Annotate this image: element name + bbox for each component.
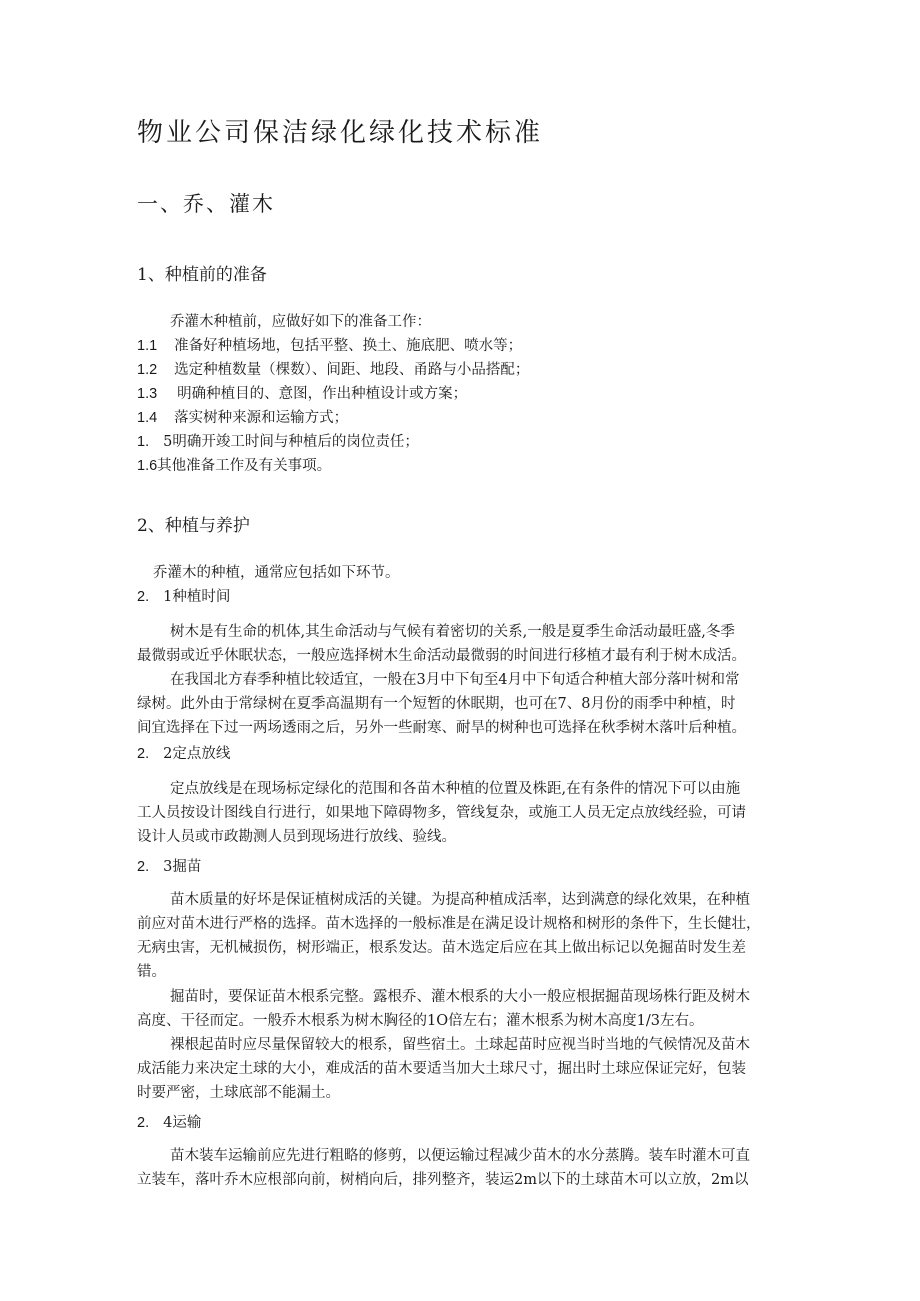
item-heading-number: 2. xyxy=(137,859,150,875)
list-item-number: 1.6 xyxy=(137,458,158,474)
subsection-intro-2: 乔灌木的种植，通常应包括如下环节。 xyxy=(153,565,400,581)
item-heading-label: 4运输 xyxy=(163,1115,202,1131)
paragraph-line: 高度、干径而定。一般乔木根系为树木胸径的1O倍左右；灌木根系为树木高度1/3左右。 xyxy=(137,1013,704,1029)
document-title: 物业公司保洁绿化绿化技术标准 xyxy=(137,118,544,148)
item-heading-label: 3掘苗 xyxy=(163,859,202,875)
subsection-heading-1: 1、种植前的准备 xyxy=(137,265,267,285)
item-heading-number: 2. xyxy=(137,746,150,762)
paragraph-line: 错。 xyxy=(137,964,166,980)
list-item-text: 落实树种来源和运输方式； xyxy=(174,410,349,426)
item-heading-2-4 xyxy=(137,1111,201,1135)
list-item xyxy=(137,430,419,454)
list-item xyxy=(137,334,522,358)
item-heading-number: 2. xyxy=(137,589,150,605)
item-heading-2-1 xyxy=(137,585,230,609)
list-item xyxy=(137,382,467,406)
paragraph-line: 间宜选择在下过一两场透雨之后，另外一些耐寒、耐旱的树种也可选择在秋季树木落叶后种植。 xyxy=(137,720,746,736)
paragraph-line: 时要严密，土球底部不能漏土。 xyxy=(137,1085,340,1101)
list-item-text: 5明确开竣工时间与种植后的岗位责任； xyxy=(163,434,419,450)
list-item-number: 1.3 xyxy=(137,386,158,402)
section-heading-1: 一、乔、灌木 xyxy=(137,192,275,216)
list-item-number: 1.4 xyxy=(137,410,158,426)
list-item-text: 选定种植数量（棵数）、间距、地段、甬路与小品搭配； xyxy=(174,362,530,378)
item-heading-2-3 xyxy=(137,855,201,879)
list-item-text: 明确种植目的、意图，作出种植设计或方案； xyxy=(177,386,468,402)
paragraph-line: 工人员按设计图线自行进行，如果地下障碍物多，管线复杂，或施工人员无定点放线经验，可请 xyxy=(137,805,746,821)
paragraph-line: 树木是有生命的机体,其生命活动与气候有着密切的关系,一般是夏季生命活动最旺盛,冬季 xyxy=(170,624,735,640)
item-heading-label: 2定点放线 xyxy=(163,746,231,762)
paragraph-line: 裸根起苗时应尽量保留较大的根系，留些宿土。土球起苗时应视当时当地的气候情况及苗木 xyxy=(170,1037,750,1053)
list-item-text: 其他准备工作及有关事项。 xyxy=(157,458,332,474)
paragraph-line: 成活能力来决定土球的大小，难成活的苗木要适当加大土球尺寸，掘出时土球应保证完好，包装 xyxy=(137,1061,746,1077)
paragraph-line: 在我国北方春季种植比较适宜，一般在3月中下旬至4月中下旬适合种植大部分落叶树和常 xyxy=(170,672,740,688)
paragraph-line: 最微弱或近乎休眠状态，一般应选择树木生命活动最微弱的时间进行移植才最有利于树木成活。 xyxy=(137,648,746,664)
paragraph-line: 掘苗时，要保证苗木根系完整。露根乔、灌木根系的大小一般应根据掘苗现场株行距及树木 xyxy=(170,989,750,1005)
subsection-intro-1: 乔灌木种植前，应做好如下的准备工作： xyxy=(170,314,431,330)
list-item xyxy=(137,454,331,478)
paragraph-line: 苗木质量的好坏是保证植树成活的关键。为提高种植成活率，达到满意的绿化效果，在种植 xyxy=(170,892,750,908)
list-item-number: 1. xyxy=(137,434,150,450)
paragraph-line: 前应对苗木进行严格的选择。苗木选择的一般标准是在满足设计规格和树形的条件下，生长健壮， xyxy=(137,916,761,932)
list-item xyxy=(137,406,348,430)
paragraph-line: 苗木装车运输前应先进行粗略的修剪，以便运输过程减少苗木的水分蒸腾。装车时灌木可直 xyxy=(170,1148,750,1164)
list-item xyxy=(137,358,529,382)
list-item-text: 准备好种植场地，包括平整、换土、施底肥、喷水等； xyxy=(174,338,523,354)
paragraph-line: 立装车，落叶乔木应根部向前，树梢向后，排列整齐，装运2m以下的土球苗木可以立放，2m以 xyxy=(137,1172,749,1188)
paragraph-line: 无病虫害，无机械损伤，树形端正，根系发达。苗木选定后应在其上做出标记以免掘苗时发生差 xyxy=(137,940,746,956)
item-heading-2-2 xyxy=(137,742,230,766)
item-heading-label: 1种植时间 xyxy=(163,589,231,605)
subsection-heading-2: 2、种植与养护 xyxy=(137,516,250,536)
paragraph-line: 定点放线是在现场标定绿化的范围和各苗木种植的位置及株距,在有条件的情况下可以由施 xyxy=(170,781,741,797)
list-item-number: 1.1 xyxy=(137,338,158,354)
paragraph-line: 设计人员或市政勘测人员到现场进行放线、验线。 xyxy=(137,829,456,845)
paragraph-line: 绿树。此外由于常绿树在夏季高温期有一个短暂的休眠期，也可在7、8月份的雨季中种植，时 xyxy=(137,696,736,712)
item-heading-number: 2. xyxy=(137,1115,150,1131)
list-item-number: 1.2 xyxy=(137,362,158,378)
